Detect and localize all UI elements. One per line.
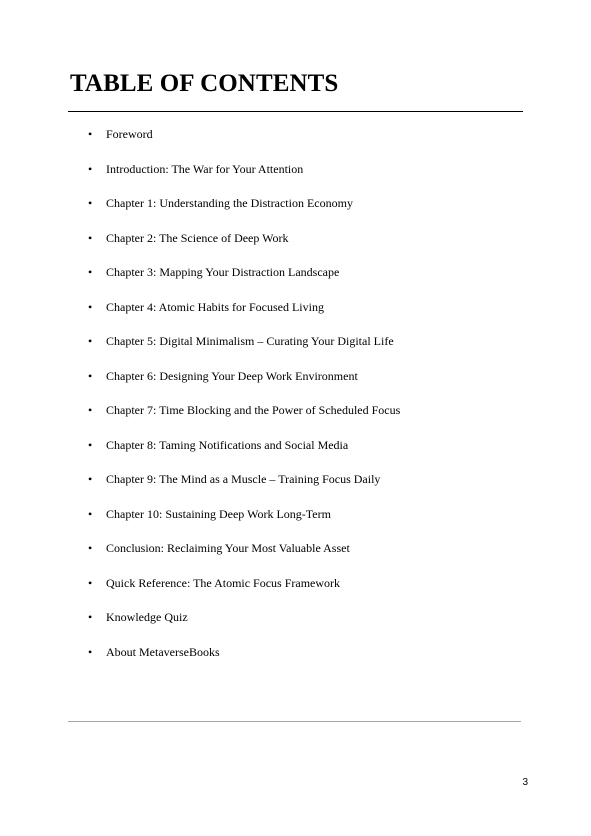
table-of-contents-list [0, 123, 591, 675]
toc-entry-label: Knowledge Quiz [106, 610, 188, 624]
list-item [0, 158, 591, 193]
page-title: TABLE OF CONTENTS [70, 70, 339, 97]
toc-entry-label: Chapter 10: Sustaining Deep Work Long-Term [106, 506, 331, 521]
toc-entry-label: Conclusion: Reclaiming Your Most Valuable Asset [106, 541, 350, 555]
bullet: • [88, 299, 93, 314]
bullet: • [88, 161, 93, 176]
toc-entry-label: Chapter 5: Digital Minimalism – Curating Your Digital Life [106, 334, 394, 348]
toc-entry-label: Chapter 2: The Science of Deep Work [106, 230, 289, 245]
bullet: • [88, 541, 93, 555]
bullet: • [88, 506, 93, 521]
bullet: • [88, 196, 93, 210]
bullet: • [88, 230, 93, 245]
toc-entry-label: Chapter 8: Taming Notifications and Social Media [106, 437, 349, 452]
list-item [0, 606, 591, 641]
list-item [0, 261, 591, 296]
list-item [0, 192, 591, 227]
list-item [0, 365, 591, 400]
bullet: • [88, 127, 93, 141]
page-number: 3 [522, 777, 528, 788]
bullet: • [88, 437, 93, 452]
list-item [0, 537, 591, 572]
bullet: • [88, 575, 93, 590]
toc-entry-label: Chapter 9: The Mind as a Muscle – Training Focus Daily [106, 472, 381, 486]
bullet: • [88, 403, 93, 417]
bullet: • [88, 644, 93, 659]
list-item [0, 123, 591, 158]
list-item [0, 468, 591, 503]
list-item [0, 296, 591, 331]
list-item [0, 399, 591, 434]
toc-entry-label: About MetaverseBooks [106, 644, 220, 659]
toc-entry-label: Chapter 7: Time Blocking and the Power of Scheduled Focus [106, 403, 401, 417]
list-item [0, 572, 591, 607]
list-item [0, 434, 591, 469]
toc-entry-label: Chapter 3: Mapping Your Distraction Landscape [106, 265, 340, 279]
list-item [0, 641, 591, 676]
toc-entry-label: Chapter 4: Atomic Habits for Focused Living [106, 299, 324, 314]
bullet: • [88, 265, 93, 279]
bullet: • [88, 610, 93, 624]
list-item [0, 330, 591, 365]
toc-entry-label: Foreword [106, 127, 153, 141]
toc-entry-label: Chapter 1: Understanding the Distraction Economy [106, 196, 353, 210]
bullet: • [88, 472, 93, 486]
toc-entry-label: Quick Reference: The Atomic Focus Framework [106, 575, 341, 590]
title-divider [68, 111, 523, 112]
bullet: • [88, 334, 93, 348]
toc-entry-label: Introduction: The War for Your Attention [106, 161, 304, 176]
list-item [0, 227, 591, 262]
toc-entry-label: Chapter 6: Designing Your Deep Work Environment [106, 368, 358, 383]
footer-divider [68, 721, 521, 722]
list-item [0, 503, 591, 538]
bullet: • [88, 368, 93, 383]
